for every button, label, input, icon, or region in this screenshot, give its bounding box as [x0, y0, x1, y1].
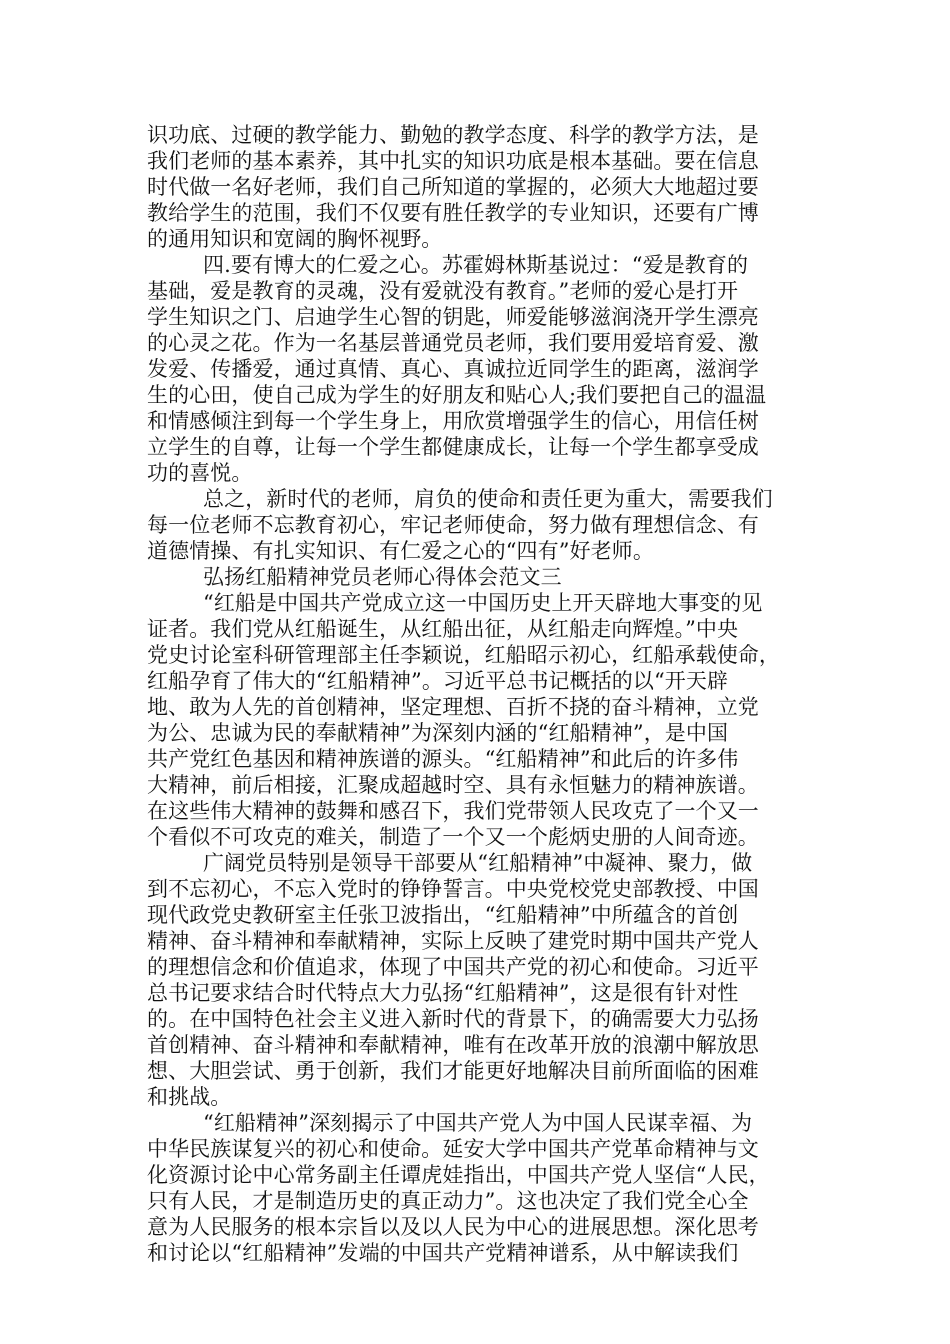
text-line: “红船是中国共产党成立这一中国历史上开天辟地大事变的见 [203, 591, 763, 615]
text-line: 道德情操、有扎实知识、有仁爱之心的“四有”好老师。 [147, 539, 654, 563]
text-line: 化资源讨论中心常务副主任谭虎娃指出，中国共产党人坚信“人民， [147, 1163, 770, 1187]
text-line: 的。在中国特色社会主义进入新时代的背景下，的确需要大力弘扬 [147, 1007, 759, 1031]
text-line: 四.要有博大的仁爱之心。苏霍姆林斯基说过：“爱是教育的 [203, 253, 749, 277]
text-line: 意为人民服务的根本宗旨以及以人民为中心的进展思想。深化思考 [147, 1215, 759, 1239]
text-line: 广阔党员特别是领导干部要从“红船精神”中凝神、聚力，做 [203, 851, 753, 875]
section-heading: 弘扬红船精神党员老师心得体会范文三 [203, 565, 562, 589]
text-line: “红船精神”深刻揭示了中国共产党人为中国人民谋幸福、为 [203, 1111, 753, 1135]
text-line: 和挑战。 [147, 1085, 232, 1109]
text-line: 证者。我们党从红船诞生，从红船出征，从红船走向辉煌。”中央 [147, 617, 739, 641]
text-line: 精神、奋斗精神和奉献精神，实际上反映了建党时期中国共产党人 [147, 929, 759, 953]
text-line: 党史讨论室科研管理部主任李颖说，红船昭示初心，红船承载使命， [147, 643, 780, 667]
text-line: 的通用知识和宽阔的胸怀视野。 [147, 227, 443, 251]
text-line: 为公、忠诚为民的奉献精神”为深刻内涵的“红船精神”，是中国 [147, 721, 729, 745]
text-line: 学生知识之门、启迪学生心智的钥匙，师爱能够滋润浇开学生漂亮 [147, 305, 759, 329]
text-line: 只有人民，才是制造历史的真正动力”。这也决定了我们党全心全 [147, 1189, 749, 1213]
text-line: 立学生的自尊，让每一个学生都健康成长，让每一个学生都享受成 [147, 435, 759, 459]
text-line: 基础，爱是教育的灵魂，没有爱就没有教育。”老师的爱心是打开 [147, 279, 739, 303]
text-line: 到不忘初心，不忘入党时的铮铮誓言。中央党校党史部教授、中国 [147, 877, 759, 901]
text-line: 红船孕育了伟大的“红船精神”。习近平总书记概括的以“开天辟 [147, 669, 729, 693]
text-line: 共产党红色基因和精神族谱的源头。“红船精神”和此后的许多伟 [147, 747, 739, 771]
text-line: 想、大胆尝试、勇于创新，我们才能更好地解决目前所面临的困难 [147, 1059, 759, 1083]
text-line: 现代政党史教研室主任张卫波指出，“红船精神”中所蕴含的首创 [147, 903, 739, 927]
text-line: 的心灵之花。作为一名基层普通党员老师，我们要用爱培育爱、激 [147, 331, 759, 355]
text-line: 时代做一名好老师，我们自己所知道的掌握的，必须大大地超过要 [147, 175, 759, 199]
text-line: 在这些伟大精神的鼓舞和感召下，我们党带领人民攻克了一个又一 [147, 799, 759, 823]
text-line: 总之，新时代的老师，肩负的使命和责任更为重大，需要我们 [203, 487, 773, 511]
text-line: 总书记要求结合时代特点大力弘扬“红船精神”，这是很有针对性 [147, 981, 739, 1005]
text-line: 生的心田，使自己成为学生的好朋友和贴心人;我们要把自己的温温 [147, 383, 767, 407]
text-line: 我们老师的基本素养，其中扎实的知识功底是根本基础。要在信息 [147, 149, 759, 173]
text-line: 识功底、过硬的教学能力、勤勉的教学态度、科学的教学方法，是 [147, 123, 759, 147]
text-line: 功的喜悦。 [147, 461, 253, 485]
text-line: 大精神，前后相接，汇聚成超越时空、具有永恒魅力的精神族谱。 [147, 773, 759, 797]
text-line: 发爱、传播爱，通过真情、真心、真诚拉近同学生的距离，滋润学 [147, 357, 759, 381]
text-line: 个看似不可攻克的难关，制造了一个又一个彪炳史册的人间奇迹。 [147, 825, 759, 849]
text-line: 地、敢为人先的首创精神，坚定理想、百折不挠的奋斗精神，立党 [147, 695, 759, 719]
text-line: 中华民族谋复兴的初心和使命。延安大学中国共产党革命精神与文 [147, 1137, 759, 1161]
text-line: 和讨论以“红船精神”发端的中国共产党精神谱系，从中解读我们 [147, 1241, 739, 1265]
text-line: 的理想信念和价值追求，体现了中国共产党的初心和使命。习近平 [147, 955, 759, 979]
text-line: 首创精神、奋斗精神和奉献精神，唯有在改革开放的浪潮中解放思 [147, 1033, 759, 1057]
text-line: 每一位老师不忘教育初心，牢记老师使命，努力做有理想信念、有 [147, 513, 759, 537]
text-line: 和情感倾注到每一个学生身上，用欣赏增强学生的信心，用信任树 [147, 409, 759, 433]
text-line: 教给学生的范围，我们不仅要有胜任教学的专业知识，还要有广博 [147, 201, 759, 225]
